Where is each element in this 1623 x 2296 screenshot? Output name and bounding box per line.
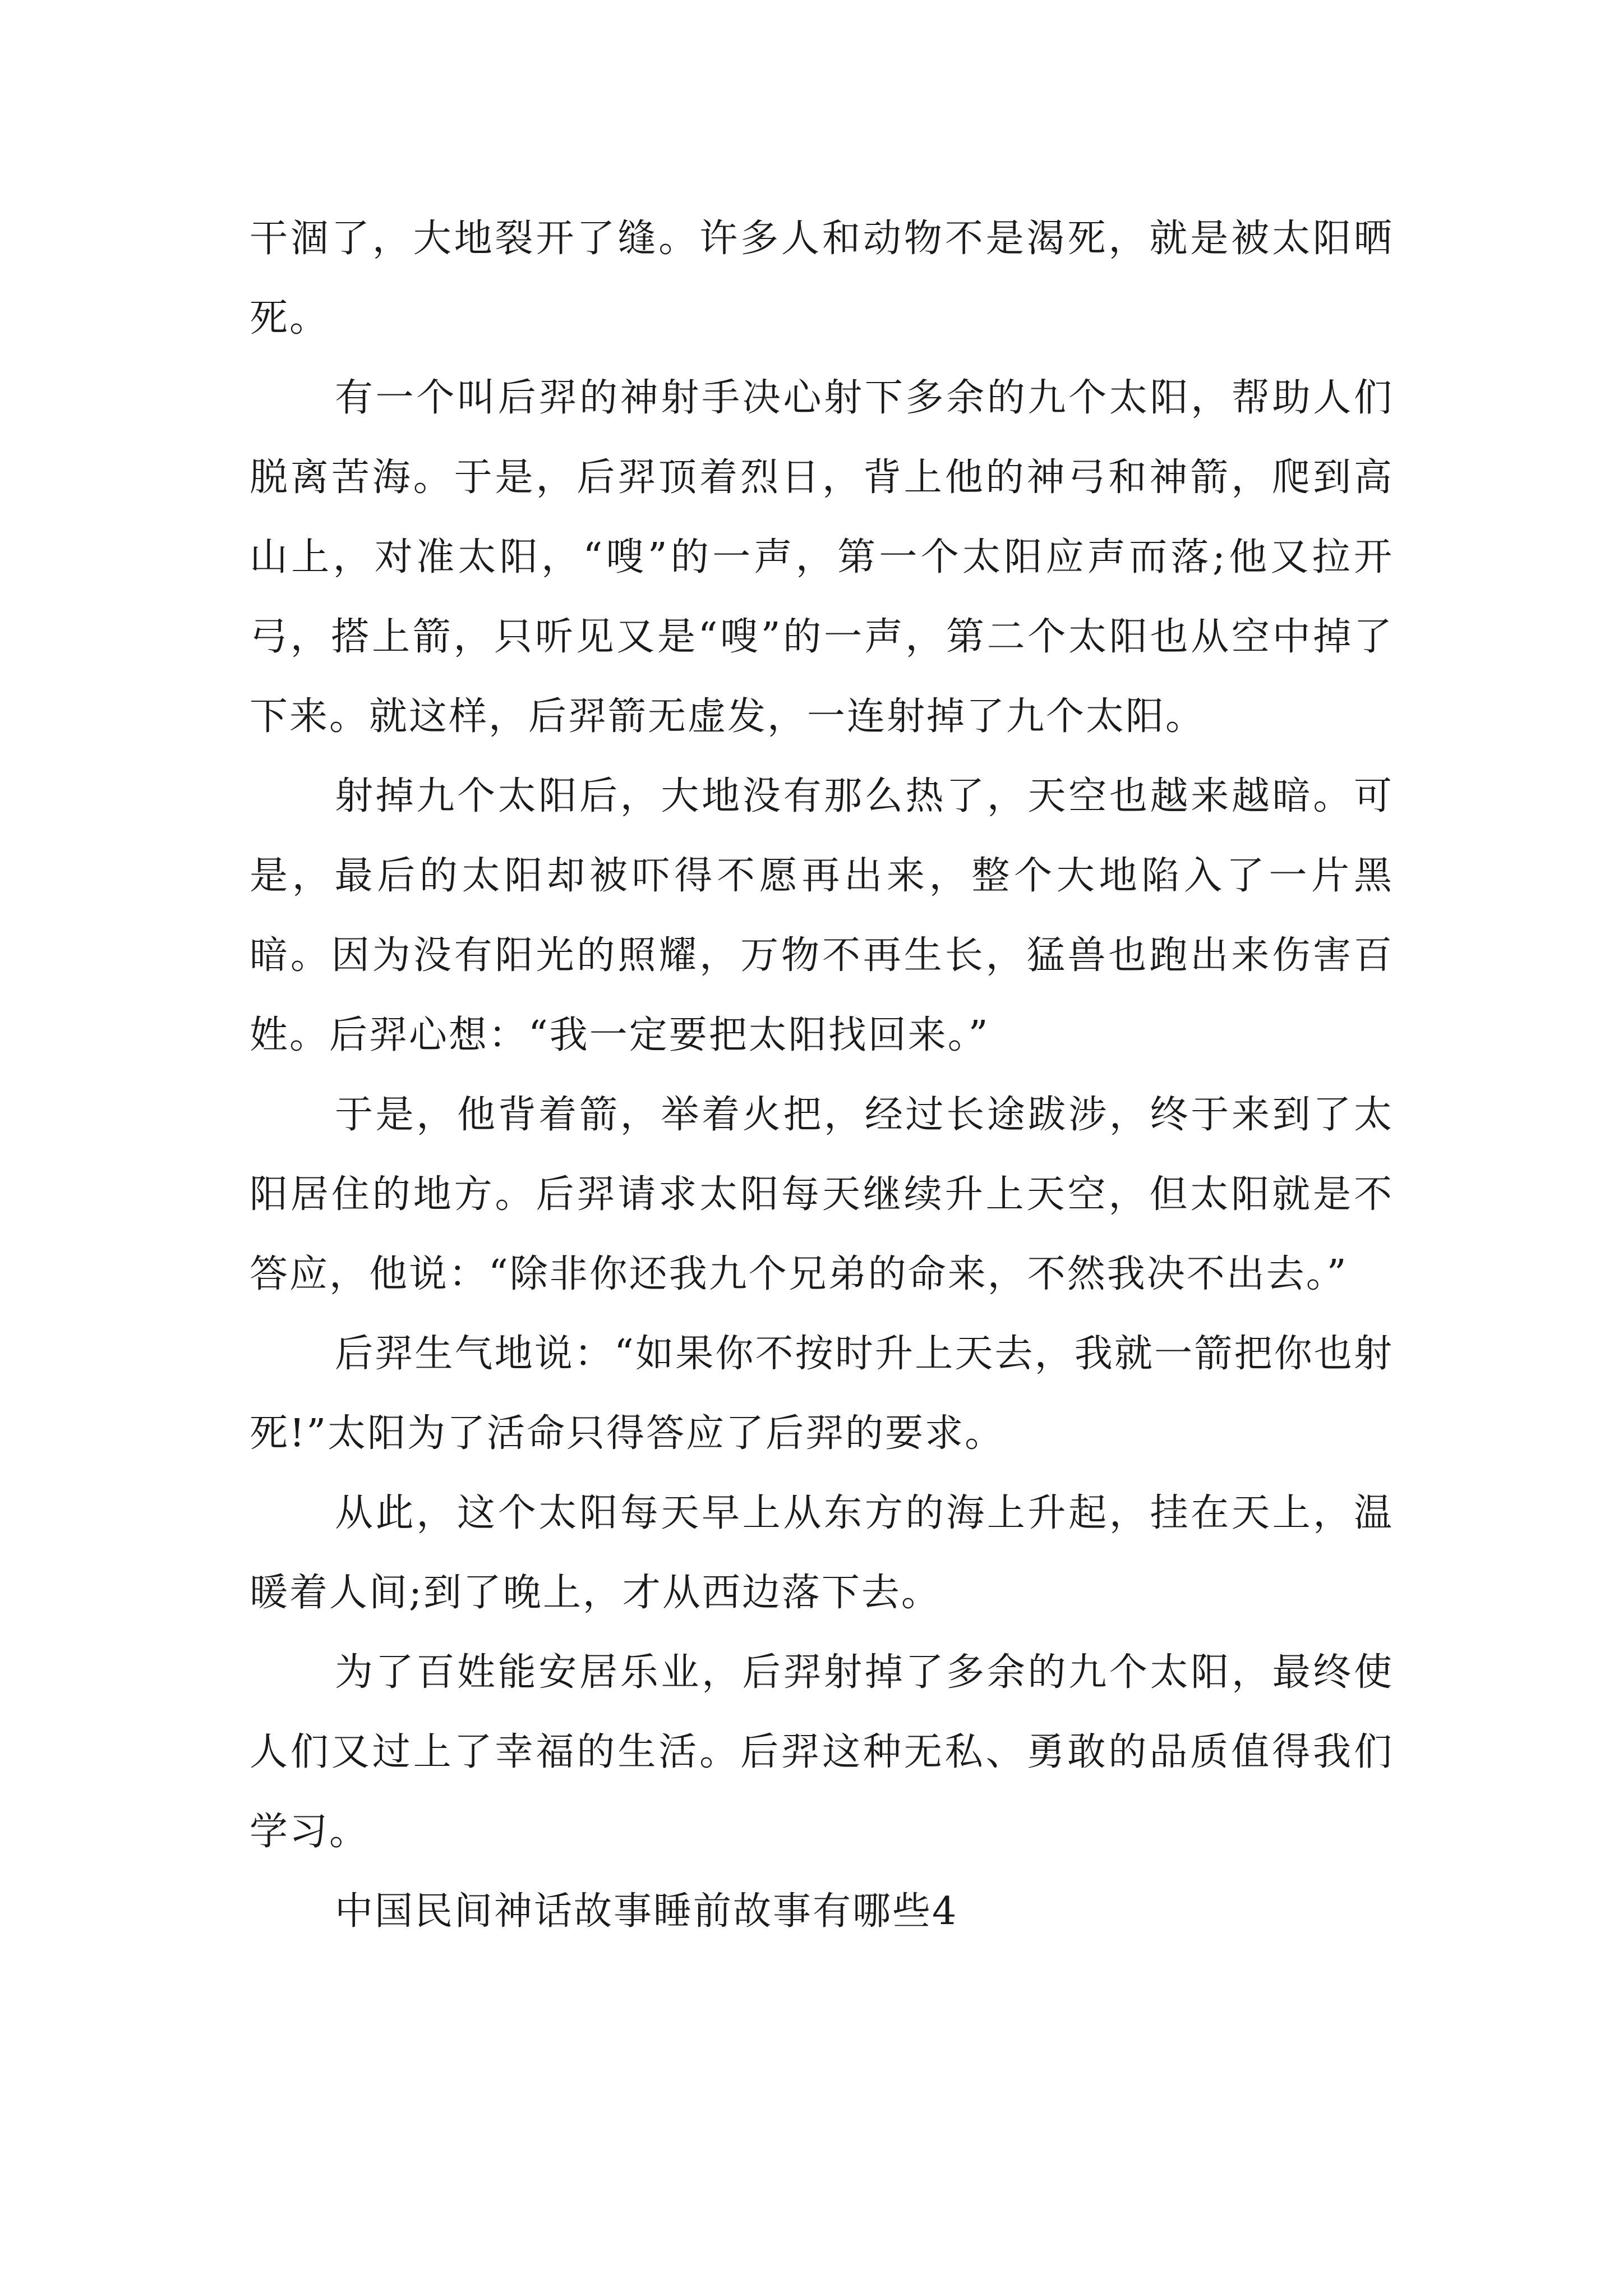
paragraph-2: 有一个叫后羿的神射手决心射下多余的九个太阳，帮助人们脱离苦海。于是，后羿顶着烈日，背上他的神弓和神箭，爬到高山上，对准太阳，“嗖”的一声，第一个太阳应声而落;他又拉开弓，搭上箭，只听见又是“嗖”的一声，第二个太阳也从空中掉了下来。就这样，后羿箭无虚发，一连射掉了九个太阳。 bbox=[250, 376, 1394, 739]
paragraph-3: 射掉九个太阳后，大地没有那么热了，天空也越来越暗。可是，最后的太阳却被吓得不愿再出来，整个大地陷入了一片黑暗。因为没有阳光的照耀，万物不再生长，猛兽也跑出来伤害百姓。后羿心想：“我一定要把太阳找回来。” bbox=[250, 774, 1394, 1057]
paragraph-7: 为了百姓能安居乐业，后羿射掉了多余的九个太阳，最终使人们又过上了幸福的生活。后羿这种无私、勇敢的品质值得我们学习。 bbox=[250, 1650, 1394, 1854]
paragraph-5: 后羿生气地说：“如果你不按时升上天去，我就一箭把你也射死!”太阳为了活命只得答应了后羿的要求。 bbox=[250, 1332, 1394, 1456]
paragraph-1: 干涸了，大地裂开了缝。许多人和动物不是渴死，就是被太阳晒死。 bbox=[250, 217, 1394, 341]
document-body bbox=[250, 199, 1394, 1952]
paragraph-4: 于是，他背着箭，举着火把，经过长途跋涉，终于来到了太阳居住的地方。后羿请求太阳每天继续升上天空，但太阳就是不答应，他说：“除非你还我九个兄弟的命来，不然我决不出去。” bbox=[250, 1093, 1394, 1296]
paragraph-6: 从此，这个太阳每天早上从东方的海上升起，挂在天上，温暖着人间;到了晚上，才从西边落下去。 bbox=[250, 1491, 1394, 1615]
section-heading: 中国民间神话故事睡前故事有哪些4 bbox=[335, 1889, 958, 1934]
